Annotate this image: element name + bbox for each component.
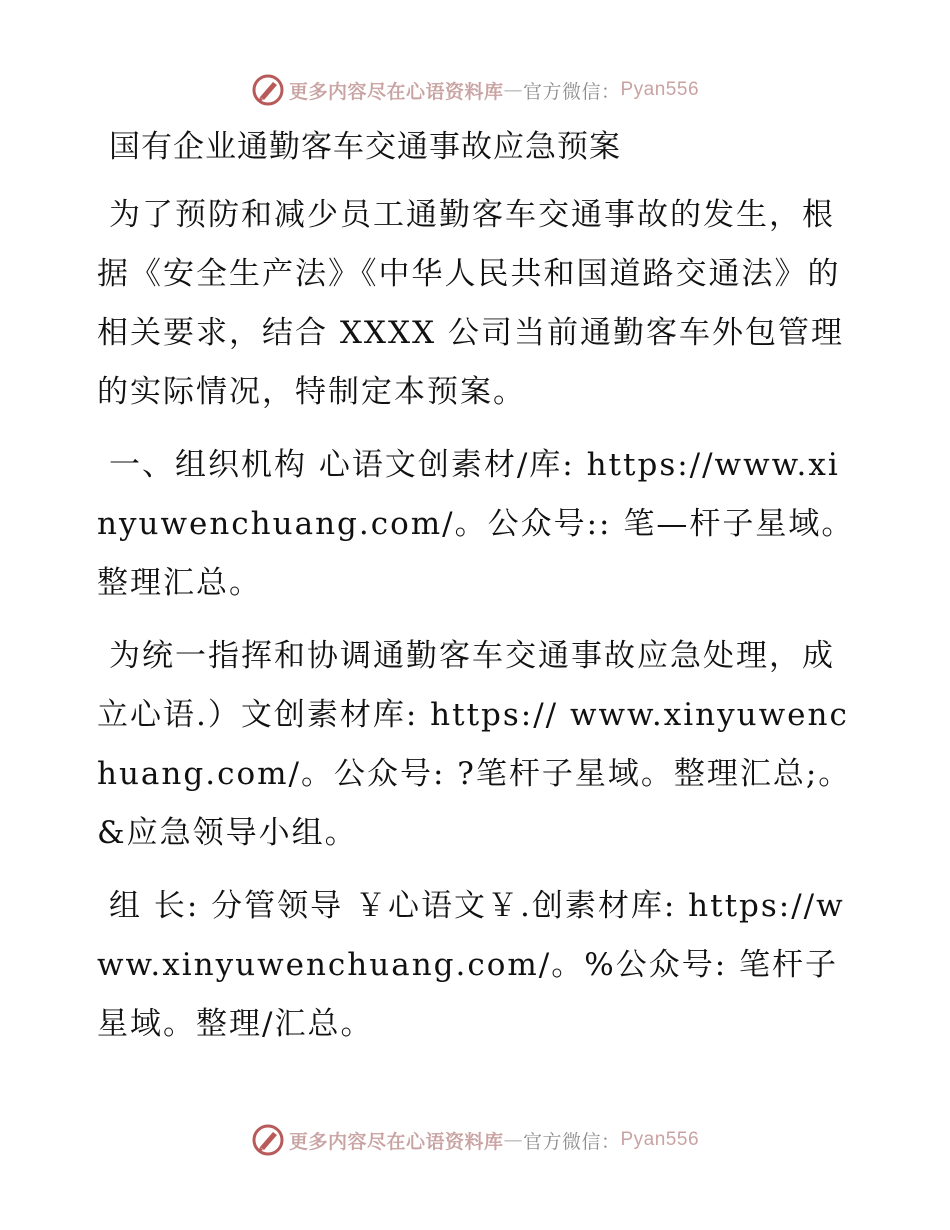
banner-separator: — xyxy=(503,1129,523,1151)
paragraph-intro: 为了预防和减少员工通勤客车交通事故的发生，根据《安全生产法》《中华人民共和国道路交通法》的相关要求，结合 XXXX 公司当前通勤客车外包管理的实际情况，特制定本预案。 xyxy=(97,197,844,410)
document-title: 国有企业通勤客车交通事故应急预案 xyxy=(109,129,621,165)
banner-separator: — xyxy=(503,79,523,101)
pen-logo-icon xyxy=(251,1123,285,1157)
pen-logo-icon xyxy=(251,73,285,107)
footer-banner xyxy=(0,1120,950,1160)
header-banner xyxy=(0,70,950,110)
banner-wechat-id: Pyan556 xyxy=(620,79,700,100)
banner-slogan: 更多内容尽在心语资料库 xyxy=(288,80,504,103)
banner-wechat-id: Pyan556 xyxy=(620,1129,700,1150)
banner-slogan: 更多内容尽在心语资料库 xyxy=(288,1130,504,1153)
banner-wechat-label: 官方微信： xyxy=(522,80,621,103)
document-body xyxy=(97,122,857,1054)
paragraph-section-1: 一、组织机构 心语文创素材/库: https://www.xinyuwenchuang.com/。公众号:: 笔—杆子星域。整理汇总。 xyxy=(97,447,855,601)
paragraph-leader: 组 长: 分管领导 ￥心语文￥.创素材库: https://www.xinyuwenchuang.com/。%公众号: 笔杆子星域。整理/汇总。 xyxy=(97,888,845,1042)
paragraph-organization: 为统一指挥和协调通勤客车交通事故应急处理，成立心语.）文创素材库: https:// www.xinyuwenchuang.com/。公众号: ?笔杆子星域。整理汇总;。&应急领导小组。 xyxy=(97,638,852,851)
banner-wechat-label: 官方微信： xyxy=(522,1130,621,1153)
